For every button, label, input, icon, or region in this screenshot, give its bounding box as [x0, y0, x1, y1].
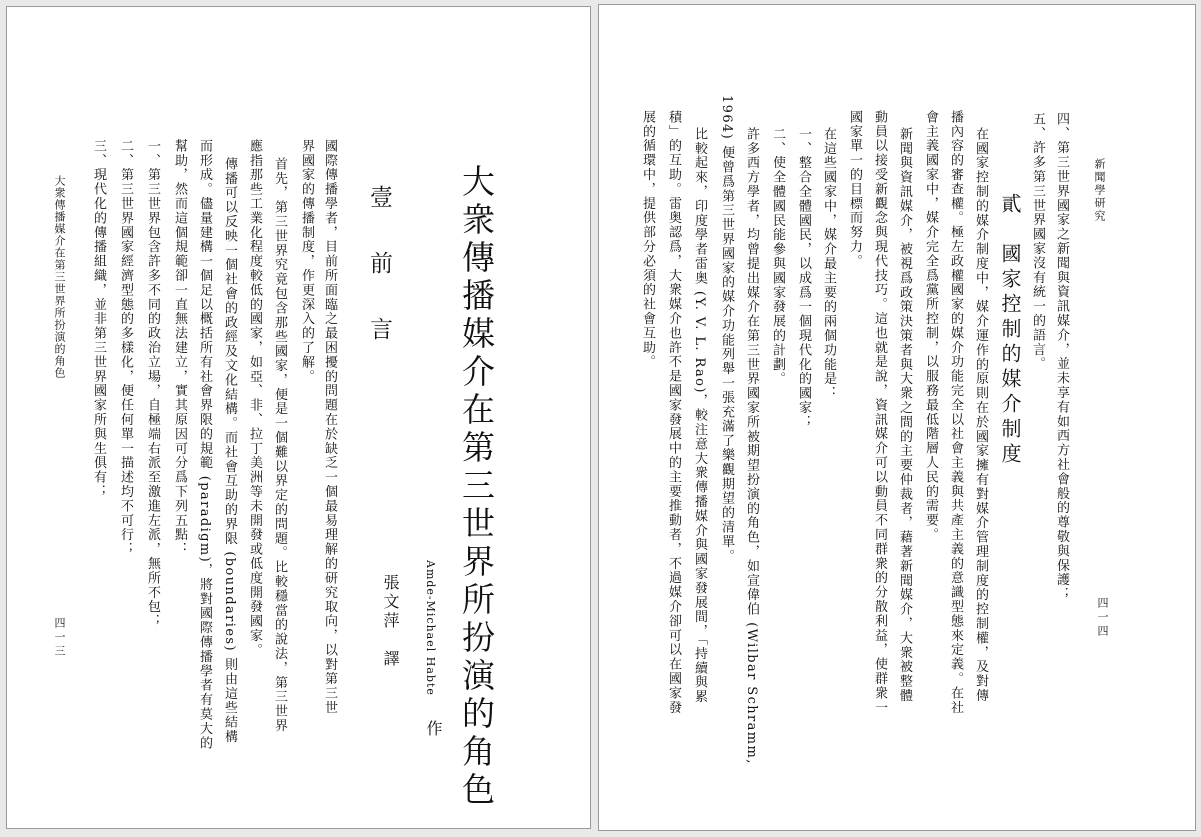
translator-name: 張文萍 [381, 574, 400, 631]
para4-line-5: 展的循環中，提供部分必須的社會互助。 [640, 110, 655, 370]
function-item-1: 一、整合全體國民，以成爲一個現代化的國家； [796, 127, 811, 430]
list-item-3: 三、現代化的傳播組織，並非第三世界國家所與生俱有； [91, 139, 106, 499]
list-item-1: 一、第三世界包含許多不同的政治立場，自極端右派至激進左派，無所不包； [145, 139, 160, 629]
page-number-right: 四一四 [1096, 597, 1109, 639]
section-heading-preface: 壹 前 言 [366, 185, 392, 350]
para3-line-1: 在這些國家中，媒介最主要的兩個功能是： [821, 127, 836, 401]
page-number-left: 四一三 [53, 617, 66, 659]
body-line-1: 首先，第三世界究竟包含那些國家，便是一個難以界定的問題。比較穩當的說法，第三世界 [272, 157, 287, 733]
body-line-4: 而形成。儘量建構一個足以概括所有社會界限的規範 (paradigm)，將對國際傳播學者有莫大的 [197, 139, 212, 751]
list-item-2: 二、第三世界國家經濟型態的多樣化，便任何單一描述均不可行； [118, 139, 133, 557]
list-item-4: 四、第三世界國家之新聞與資訊媒介，並未享有如西方社會般的尊敬與保護； [1054, 112, 1069, 602]
para2-line-3: 國家單一的目標而努力。 [847, 110, 862, 269]
para4-line-1: 許多西方學者，均曾提出媒介在第三世界國家所被期望扮演的角色，如宣偉伯 (Wilbar Schramm, [744, 127, 759, 765]
para1-line-2: 播內容的審查權。極左政權國家的媒介功能完全以社會主義與共產主義的意識型態來定義。在社 [948, 110, 963, 715]
function-item-2: 二、使全體國民能參與國家發展的計劃。 [770, 127, 785, 387]
article-title: 大衆傳播媒介在第三世界所扮演的角色 [457, 164, 496, 810]
para1-line-3: 會主義國家中，媒介完全爲黨所控制，以服務最低階層人民的需要。 [923, 110, 938, 542]
para2-line-1: 新聞與資訊媒介，被視爲政策決策者與大衆之間的主要仲裁者，藉著新聞媒介，大衆被整體 [897, 127, 912, 703]
para4-line-3: 比較起來，印度學者雷奥 (Y. V. L. Rao)，較注意大衆傳播媒介與國家發展間，「持續與累 [692, 127, 707, 705]
translator-suffix: 譯 [381, 650, 400, 668]
left-page [6, 6, 591, 829]
body-line-5: 幫助，然而這個規範卻一直無法建立，實其原因可分爲下列五點： [172, 139, 187, 557]
body-line-2: 應指那些工業化程度較低的國家，如亞、非、拉丁美洲等未開發或低度開發國家。 [247, 139, 262, 658]
para2-line-2: 動員以接受新觀念與現代技巧。這也就是說，資訊媒介可以動員不同群衆的分散利益，使群衆一 [872, 110, 887, 715]
para1-line-1: 在國家控制的媒介制度中，媒介運作的原則在於國家擁有對媒介管理制度的控制權，及對傳 [973, 127, 988, 703]
intro-line-1: 國際傳播學者，目前所面臨之最困擾的問題在於缺乏一個最易理解的研究取向，以對第三世 [322, 139, 337, 715]
body-line-3: 傳播可以反映一個社會的政經及文化結構。而社會互助的界限 (boundaries) 則由這些結構 [222, 157, 237, 744]
intro-line-2: 界國家的傳播制度，作更深入的了解。 [299, 139, 314, 384]
right-page [598, 4, 1196, 831]
para4-line-2: 1964) 便曾爲第三世界國家的媒介功能列舉一張充滿了樂觀期望的清單。 [719, 95, 734, 564]
footer-running-title: 大衆傳播媒介在第三世界所扮演的角色 [53, 175, 66, 379]
author-name: Amde-Michael Habte [424, 560, 437, 696]
para4-line-4: 積」的互助。雷奥認爲，大衆媒介也許不是國家發展中的主要推動者，不過媒介卻可以在國家發 [666, 110, 681, 715]
author-suffix: 作 [424, 720, 443, 738]
section-heading-state-control: 貳 國家控制的媒介制度 [998, 193, 1022, 468]
running-head: 新聞學研究 [1093, 158, 1106, 223]
list-item-5: 五、許多第三世界國家沒有統一的語言。 [1030, 112, 1045, 372]
